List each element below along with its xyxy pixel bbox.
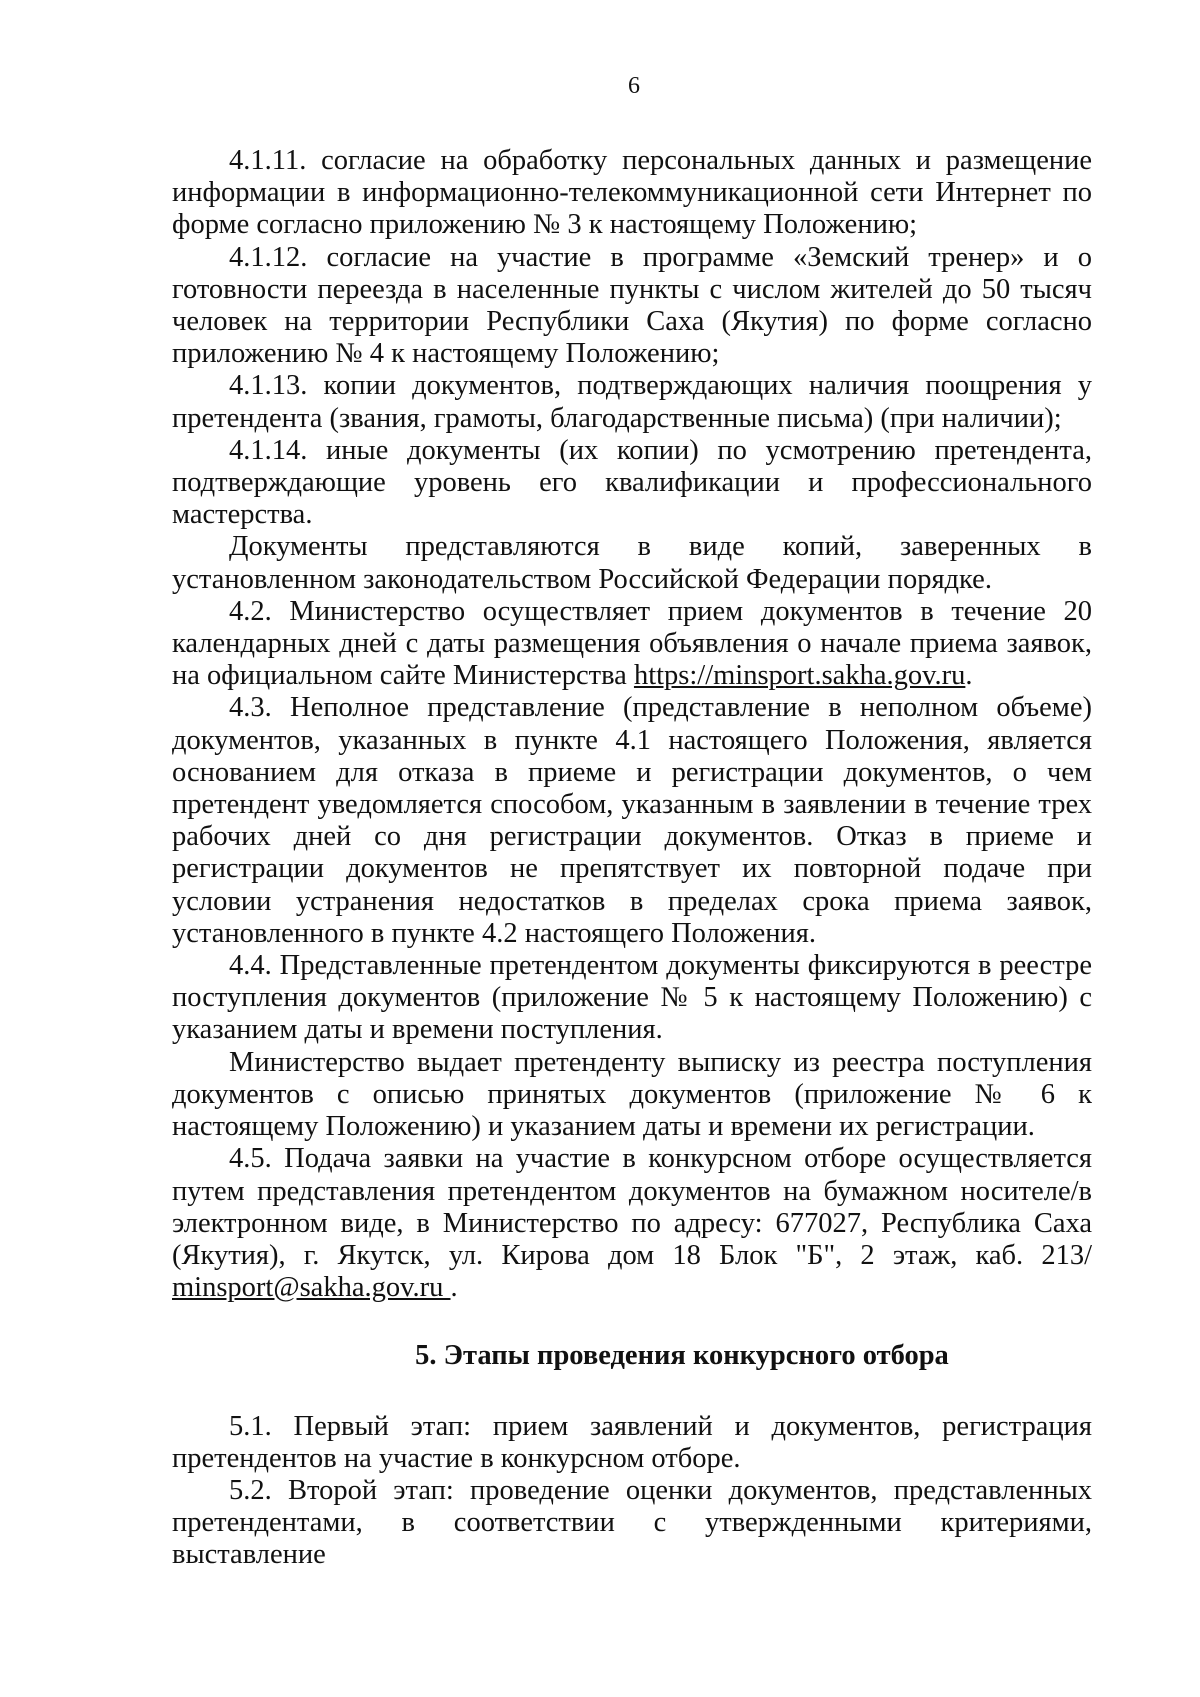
document-body xyxy=(172,145,1092,1572)
paragraph-4-1-13: 4.1.13. копии документов, подтверждающих наличия поощрения у претендента (звания, грамоты, благодарственные письма) (при наличии); xyxy=(172,370,1092,434)
paragraph-4-5-end: . xyxy=(450,1272,458,1304)
paragraph-4-1-11: 4.1.11. согласие на обработку персональных данных и размещение информации в информационно-телекоммуникационной сети Интернет по форме согласно приложению № 3 к настоящему Положению; xyxy=(172,145,1092,241)
ministry-website-link[interactable]: https://minsport.sakha.gov.ru xyxy=(633,660,966,692)
page-number: 6 xyxy=(628,73,640,99)
paragraph-registry-extract: Министерство выдает претенденту выписку из реестра поступления документов с описью принятых документов (приложение № 6 к настоящему Положению) и указанием даты и времени их регистрации. xyxy=(172,1046,1092,1143)
ministry-email-link[interactable]: minsport@sakha.gov.ru xyxy=(172,1272,451,1304)
paragraph-4-5-text: 4.5. Подача заявки на участие в конкурсном отборе осуществляется путем представления претендентом документов на бумажном носителе/в электронном виде, в Министерство по адресу: 677027, Республика Саха (Якутия), г. Якутск, ул. Кирова дом 18 Блок "Б", 2 этаж, каб. 213/ xyxy=(172,1143,1092,1271)
section-5-heading: 5. Этапы проведения конкурсного отбора xyxy=(415,1340,949,1372)
paragraph-4-1-14: 4.1.14. иные документы (их копии) по усмотрению претендента, подтверждающие уровень его квалификации и профессионального мастерства. xyxy=(172,434,1092,531)
paragraph-4-2-text: 4.2. Министерство осуществляет прием документов в течение 20 календарных дней с даты размещения объявления о начале приема заявок, на официальном сайте Министерства xyxy=(172,595,1092,692)
paragraph-4-2-end: . xyxy=(965,660,973,692)
paragraph-4-3: 4.3. Неполное представление (представление в неполном объеме) документов, указанных в пункте 4.1 настоящего Положения, является основанием для отказа в приеме и регистрации документов, о чем претендент уведомляется способом, указанным в заявлении в течение трех рабочих дней со дня регистрации документов. Отказ в приеме и регистрации документов не препятствует их повторной подаче при условии устранения недостатков в пределах срока приема заявок, установленного в пункте 4.2 настоящего Положения. xyxy=(172,692,1092,949)
paragraph-4-5 xyxy=(172,1143,1092,1304)
paragraph-5-1: 5.1. Первый этап: прием заявлений и документов, регистрация претендентов на участие в конкурсном отборе. xyxy=(172,1410,1092,1474)
paragraph-4-4: 4.4. Представленные претендентом документы фиксируются в реестре поступления документов (приложение № 5 к настоящему Положению) с указанием даты и времени поступления. xyxy=(172,950,1092,1046)
paragraph-4-2 xyxy=(172,596,1092,693)
paragraph-5-2: 5.2. Второй этап: проведение оценки документов, представленных претендентами, в соответствии с утвержденными критериями, выставление xyxy=(172,1474,1092,1571)
paragraph-4-1-12: 4.1.12. согласие на участие в программе «Земский тренер» и о готовности переезда в населенные пункты с числом жителей до 50 тысяч человек на территории Республики Саха (Якутия) по форме согласно приложению № 4 к настоящему Положению; xyxy=(172,241,1092,370)
paragraph-documents-note: Документы представляются в виде копий, заверенных в установленном законодательством Российской Федерации порядке. xyxy=(172,531,1092,595)
